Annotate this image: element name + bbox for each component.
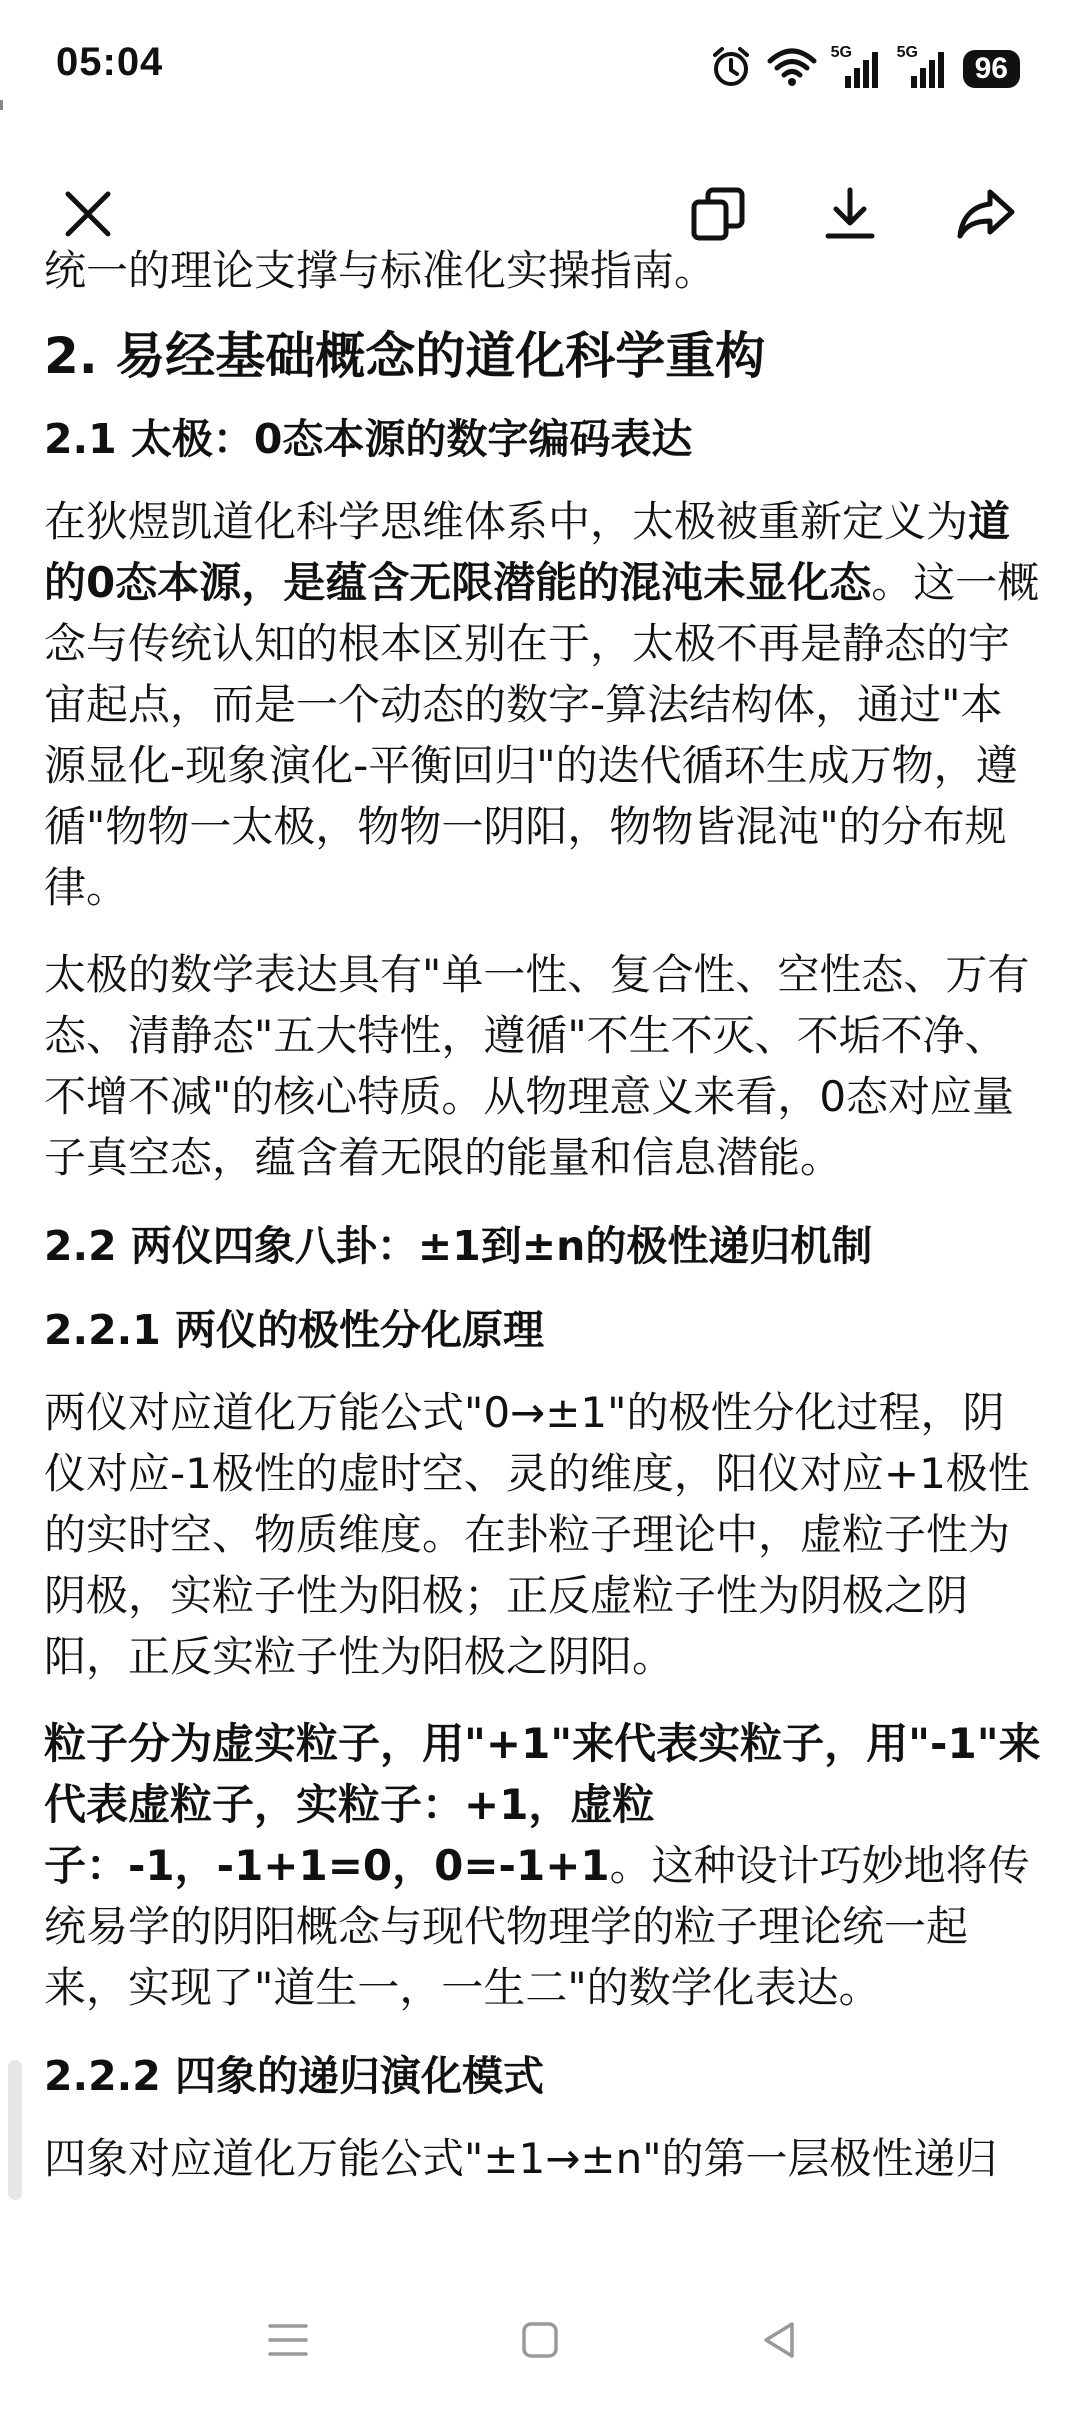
paragraph-2-1-a	[44, 491, 1044, 918]
back-icon	[758, 2318, 802, 2362]
status-bar	[0, 0, 1080, 140]
signal-5g-label: 5G	[830, 44, 852, 61]
recent-apps-button[interactable]	[248, 2300, 328, 2380]
battery-indicator: 96	[963, 50, 1020, 88]
status-icons	[709, 44, 1020, 94]
system-nav-bar	[0, 2260, 1080, 2412]
section-heading-2-1: 2.1 太极：0态本源的数字编码表达	[44, 415, 693, 463]
section-heading-2: 2. 易经基础概念的道化科学重构	[44, 327, 766, 385]
status-time: 05:04	[56, 40, 164, 84]
paragraph-2-2-1-a: 两仪对应道化万能公式"0→±1"的极性分化过程，阴仪对应-1极性的虚时空、灵的维度，阳仪对应+1极性的实时空、物质维度。在卦粒子理论中，虚粒子性为阴极，实粒子性为阳极；正反虚粒子性为阴极之阴阳，正反实粒子性为阳极之阴阳。	[44, 1388, 1030, 1681]
paragraph-text: 。这种设计巧妙地将传统易学的阴阳概念与现代物理学的粒子理论统一起来，实现了"道生一，一生二"的数学化表达。	[44, 1841, 1030, 2012]
back-button[interactable]	[740, 2300, 820, 2380]
paragraph-text: 。这一概念与传统认知的根本区别在于，太极不再是静态的宇宙起点，而是一个动态的数字-算法结构体，通过"本源显化-现象演化-平衡回归"的迭代循环生成万物，遵循"物物一太极，物物一阴阳，物物皆混沌"的分布规律。	[44, 558, 1040, 912]
download-icon	[820, 184, 880, 244]
share-icon	[956, 184, 1016, 244]
paragraph-2-2-2-partial: 四象对应道化万能公式"±1→±n"的第一层极性递归	[44, 2134, 998, 2183]
signal-5g-label: 5G	[896, 44, 918, 61]
home-button[interactable]	[500, 2300, 580, 2380]
document-content	[44, 240, 1044, 2240]
signal-5g-icon	[830, 44, 883, 90]
section-heading-2-2-1: 2.2.1 两仪的极性分化原理	[44, 1306, 545, 1354]
paragraph-intro-tail: 统一的理论支撑与标准化实操指南。	[44, 246, 717, 295]
close-icon	[60, 186, 116, 242]
paragraph-2-2-1-b	[44, 1713, 1044, 2018]
paragraph-2-1-b: 太极的数学表达具有"单一性、复合性、空性态、万有态、清静态"五大特性，遵循"不生不灭、不垢不净、不增不减"的核心特质。从物理意义来看，0态对应量子真空态，蕴含着无限的能量和信息潜能。	[44, 950, 1030, 1182]
alarm-icon	[709, 45, 753, 93]
home-icon	[518, 2318, 562, 2362]
paragraph-bold-text: 粒子分为虚实粒子，用"+1"来代表实粒子，用"-1"来代表虚粒子，实粒子：+1，虚粒子：-1，-1+1=0，0=-1+1	[44, 1719, 1041, 1890]
section-heading-2-2-2: 2.2.2 四象的递归演化模式	[44, 2052, 545, 2100]
section-heading-2-2: 2.2 两仪四象八卦：±1到±n的极性递归机制	[44, 1222, 873, 1270]
paragraph-bold-text: 道的0态本源，是蕴含无限潜能的混沌未显化态	[44, 497, 1011, 607]
menu-icon	[266, 2320, 310, 2360]
scroll-handle[interactable]	[8, 2060, 22, 2200]
wifi-icon	[767, 47, 817, 91]
copy-icon	[688, 184, 748, 244]
signal-5g-icon	[896, 44, 949, 90]
paragraph-text: 在狄煜凯道化科学思维体系中，太极被重新定义为	[44, 497, 969, 546]
